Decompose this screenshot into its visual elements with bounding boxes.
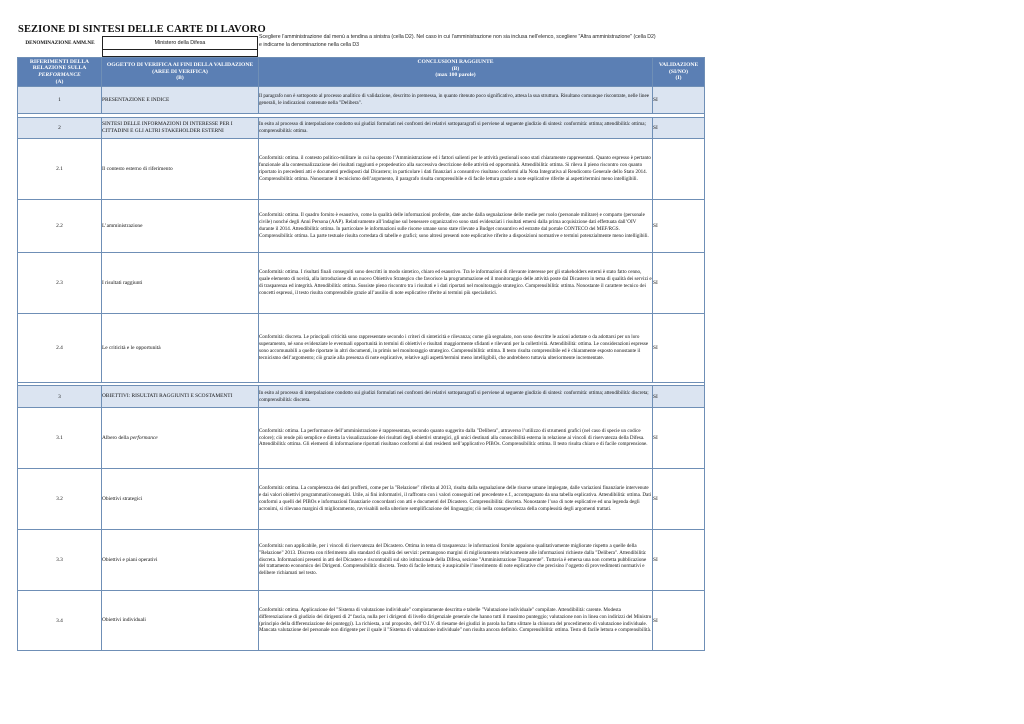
table-row xyxy=(18,591,705,651)
table-row xyxy=(18,386,705,408)
row-conclusioni[interactable]: Conformità: ottima. Applicazione del "Sistema di valutazione individuale" compiutamente descritta e tabelle "Valutazione individuale" compilate. Attendibilità: carente. Modesta differenziazione di giudizio dei dirigenti di 2ª fascia, nulla per i dirigenti di livello dirigenziale generale che hanno tutti il massimo punteggio; valutazione non in linea con indirizzi del Ministro (principio della differenziazione dei punteggi). La richiesta, a tal proposito, dell’O.I.V. di riesame dei giudizi in parola ha fatto slittare la chiusura del procedimento di valutazione individuale. Mancata valutazione del personale non dirigente per il quale il "Sistema di valutazione individuale" non risulta ancora definito. Comprensibilità: ottima. Testo di facile lettura e comprensibilità. xyxy=(259,591,653,651)
header-validazione: VALIDAZIONE (SI/NO) (I) xyxy=(653,58,705,87)
row-oggetto: I risultati raggiunti xyxy=(102,253,259,314)
row-validazione[interactable]: SI xyxy=(653,314,705,383)
table-header-row xyxy=(18,58,705,87)
row-ref: 2.3 xyxy=(18,253,102,314)
amministrazione-other-field[interactable] xyxy=(102,50,258,57)
row-conclusioni[interactable]: Conformità: ottima. il contesto politico-militare in cui ha operato l’Amministrazione ed i fattori salienti per le attività gestionali sono stati chiaramente rappresentati. Quanto espresso è pertanto funzionale alla contestualizzazione dei risultati raggiunti e propedeutico alla successiva descrizione delle attività ed opportunità. Attendibilità: ottima. Si rileva il pieno riscontro con quanto riportato in precedenti atti e documenti predisposti dal Dicastero; in particolare i dati finanziari a consuntivo risultano conformi alla Nota Integrativa al Rendiconto Generale dello Stato 2014. Comprensibilità: ottima. Nonostante il tecnicismo dell’argomento, il paragrafo risulta comprensibile e di facile lettura grazie a note esplicative riferite ai aspetti/termini meno intelligibili. xyxy=(259,139,653,200)
table-row xyxy=(18,253,705,314)
amministrazione-label: DENOMINAZIONE AMM.NE xyxy=(25,40,95,46)
row-oggetto: Il contesto esterno di riferimento xyxy=(102,139,259,200)
amministrazione-instruction: Scegliere l’amministrazione dal menù a tendina a sinistra (cella D2). Nel caso in cui l’amministrazione non sia inclusa nell’elenco, scegliere "Altra amministrazione" (cella D2) e indicarne la denominazione nella cella D3 xyxy=(259,34,656,48)
row-oggetto: Obiettivi individuali xyxy=(102,591,259,651)
row-ref: 2.2 xyxy=(18,200,102,253)
row-validazione[interactable]: SI xyxy=(653,591,705,651)
amministrazione-select[interactable]: Ministero della Difesa xyxy=(102,36,258,50)
table-row xyxy=(18,314,705,383)
table-row xyxy=(18,200,705,253)
row-ref: 3.3 xyxy=(18,530,102,591)
row-conclusioni[interactable]: Conformità: ottima. La performance dell’amministrazione è rappresentata, secondo quanto suggerito dalla "Delibera", attraverso l’utilizzo di strumenti grafici (nel caso di specie un codice colore); ciò rende più semplice e diretta la visualizzazione dei risultati degli obiettivi strategici, gli unici destinati alla conoscibilità esterna in relazione ai vincoli di riservatezza della Difesa. Attendibilità: ottima. Gli elementi di informazione riportati risultano conformi ai dati residenti nell’applicativo PIBOs. Comprensibilità: ottima. Il testo risulta chiaro e di facile comprensione. xyxy=(259,408,653,469)
row-conclusioni[interactable]: Il paragrafo non è sottoposto al processo analitico di validazione, descritto in premessa, in quanto ritenuto poco significativo, attesa la sua struttura. Risultano comunque riscontrate, nelle linee generali, le indicazioni contenute nella "Delibera". xyxy=(259,87,653,114)
row-conclusioni[interactable]: In esito al processo di interpolazione condotto sui giudizi formulati nei confronti dei relativi sottoparagrafi si perviene al seguente giudizio di sintesi: conformità: ottima; attendibilità: discreta; comprensibilità: discreta. xyxy=(259,386,653,408)
row-conclusioni[interactable]: In esito al processo di interpolazione condotto sui giudizi formulati nei confronti dei relativi sottoparagrafi si perviene al seguente giudizio di sintesi: conformità: ottima; attendibilità: ottima; comprensibilità: ottima. xyxy=(259,118,653,139)
row-ref: 3.4 xyxy=(18,591,102,651)
row-validazione[interactable]: SI xyxy=(653,386,705,408)
row-ref: 3.2 xyxy=(18,469,102,530)
row-validazione[interactable]: SI xyxy=(653,118,705,139)
row-ref: 1 xyxy=(18,87,102,114)
table-row xyxy=(18,87,705,114)
row-oggetto: Le criticità e le opportunità xyxy=(102,314,259,383)
row-validazione[interactable]: SI xyxy=(653,408,705,469)
row-validazione[interactable]: SI xyxy=(653,87,705,114)
row-oggetto: OBIETTIVI: RISULTATI RAGGIUNTI E SCOSTAMENTI xyxy=(102,386,259,408)
row-conclusioni[interactable]: Conformità: ottima. La completezza dei dati profferti, come per la "Relazione" riferita al 2013, risulta dalla segnalazione delle risorse umane impiegate, dalle variazioni finanziarie intervenute e dai valori obiettivi programmati/conseguiti. Utile, ai fini informativi, il raffronto con i valori conseguiti nel precedente e.f., accompagnato da una tabella esplicativa. Attendibilità: ottima. Dati conformi a quelli del PIBOs e informazioni finanziarie concordanti con atti e documenti del Dicastero. Comprensibilità: discreta. Nonostante l’uso di note esplicative ed una legenda degli acronimi, si rilevano margini di miglioramento, ravvisabili nella ulteriore semplificazione del linguaggio; ciò nella consapevolezza della complessità degli argomenti trattati. xyxy=(259,469,653,530)
row-conclusioni[interactable]: Conformità: ottima. I risultati finali conseguiti sono descritti in modo sintetico, chiaro ed esaustivo. Tra le informazioni di rilevante interesse per gli stakeholders esterni è stato fatto cenno, quale elemento di novità, alla introduzione di un nuovo Obiettivo Strategico che favorisce la programmazione ed il monitoraggio delle attività poste dal Dicastero in tema di qualità dei servizi e di trasparenza ed integrità. Attendibilità: ottima. Sussiste pieno riscontro tra i risultati e i dati riportati nel monitoraggio strategico. Comprensibilità: ottima. Nonostante il carattere tecnico dei concetti espressi, il testo risulta comprensibile grazie all’ausilio di note esplicative riferite ai termini più specialistici. xyxy=(259,253,653,314)
row-conclusioni[interactable]: Conformità: discreta. Le principali criticità sono rappresentate secondo i criteri di sinteticità e rilevanza; come già segnalato, non sono descritte le azioni adottate o da adottarsi per un loro superamento, né sono evidenziate le eventuali opportunità in termini di obiettivi e risultati maggiormente sfidanti e rilevanti per la collettività. Attendibilità: ottima. Le considerazioni espresse sono accomunabili a quelle riportate in altri documenti, in primis nel monitoraggio strategico. Comprensibilità: ottima. Il testo risulta comprensibile ed è chiaramente esposto nonostante il tecnicismo dell’argomento; ciò grazie alla presenza di note esplicative, relative agli aspetti/termini meno intelligibili, che andrebbero tuttavia ulteriormente incrementate. xyxy=(259,314,653,383)
table-row xyxy=(18,118,705,139)
row-validazione[interactable]: SI xyxy=(653,253,705,314)
row-validazione[interactable]: SI xyxy=(653,530,705,591)
row-ref: 3 xyxy=(18,386,102,408)
row-oggetto: SINTESI DELLE INFORMAZIONI DI INTERESSE PER I CITTADINI E GLI ALTRI STAKEHOLDER ESTERNI xyxy=(102,118,259,139)
carte-di-lavoro-table xyxy=(17,57,705,651)
page-title: SEZIONE DI SINTESI DELLE CARTE DI LAVORO xyxy=(18,24,266,35)
row-ref: 2.1 xyxy=(18,139,102,200)
table-row xyxy=(18,408,705,469)
row-ref: 3.1 xyxy=(18,408,102,469)
header-oggetto-verifica: OGGETTO DI VERIFICA AI FINI DELLA VALIDAZIONE (AREE DI VERIFICA) (B) xyxy=(102,58,259,87)
row-oggetto: PRESENTAZIONE E INDICE xyxy=(102,87,259,114)
row-conclusioni[interactable]: Conformità: ottima. Il quadro fornito è esaustivo, come la qualità delle informazioni proferite, date anche dalla segnalazione delle medie per ruolo (personale militare) e comparto (personale civile) nonché degli Anni Persona (AAP). Relativamente all’indagine sul benessere organizzativo sono stati evidenziati i risultati emersi dalla prima acquisizione dati effettuata dall’OIV durante il 2014. Attendibilità: ottima. In particolare le informazioni sulle risorse umane sono state rilevate a Budget consuntivo ed estratte dal portale CONTECO del MEF/RGS. Comprensibilità: ottima. La parte testuale risulta corredata di tabelle e grafici; sono altresì presenti note esplicative riferite a disposizioni normative e termini potenzialmente meno intelligibili. xyxy=(259,200,653,253)
header-conclusioni: CONCLUSIONI RAGGIUNTE (B) (max 100 parole) xyxy=(259,58,653,87)
row-validazione[interactable]: SI xyxy=(653,200,705,253)
table-row xyxy=(18,469,705,530)
row-validazione[interactable]: SI xyxy=(653,469,705,530)
table-row xyxy=(18,139,705,200)
row-ref: 2 xyxy=(18,118,102,139)
header-riferimenti: RIFERIMENTI DELLA RELAZIONE SULLA PERFORMANCE (A) xyxy=(18,58,102,87)
row-oggetto: L’amministrazione xyxy=(102,200,259,253)
row-ref: 2.4 xyxy=(18,314,102,383)
row-oggetto: Albero della performance xyxy=(102,408,259,469)
row-oggetto: Obiettivi e piani operativi xyxy=(102,530,259,591)
row-oggetto: Obiettivi strategici xyxy=(102,469,259,530)
row-conclusioni[interactable]: Conformità: non applicabile, per i vincoli di riservatezza del Dicastero. Ottima in tema di trasparenza: le informazioni fornite appaiono qualitativamente migliorate rispetto a quelle della "Relazione" 2013. Discreta con riferimento allo standard di qualità dei servizi: permangono margini di miglioramento relativamente alle informazioni richieste dalla "Delibera". Attendibilità: discreta. Informazioni presenti in atti del Dicastero e riscontrabili sul sito istituzionale della Difesa, sezione "Amministrazione Trasparente". Tuttavia è emersa una non corretta pubblicazione del trattamento economico dei Dirigenti. Comprensibilità: discreta. Testo di facile lettura; è auspicabile l’inserimento di note esplicative che precisino l’oggetto di provvedimenti normativi e delibere richiamati nel testo. xyxy=(259,530,653,591)
row-validazione[interactable] xyxy=(653,139,705,200)
table-row xyxy=(18,530,705,591)
